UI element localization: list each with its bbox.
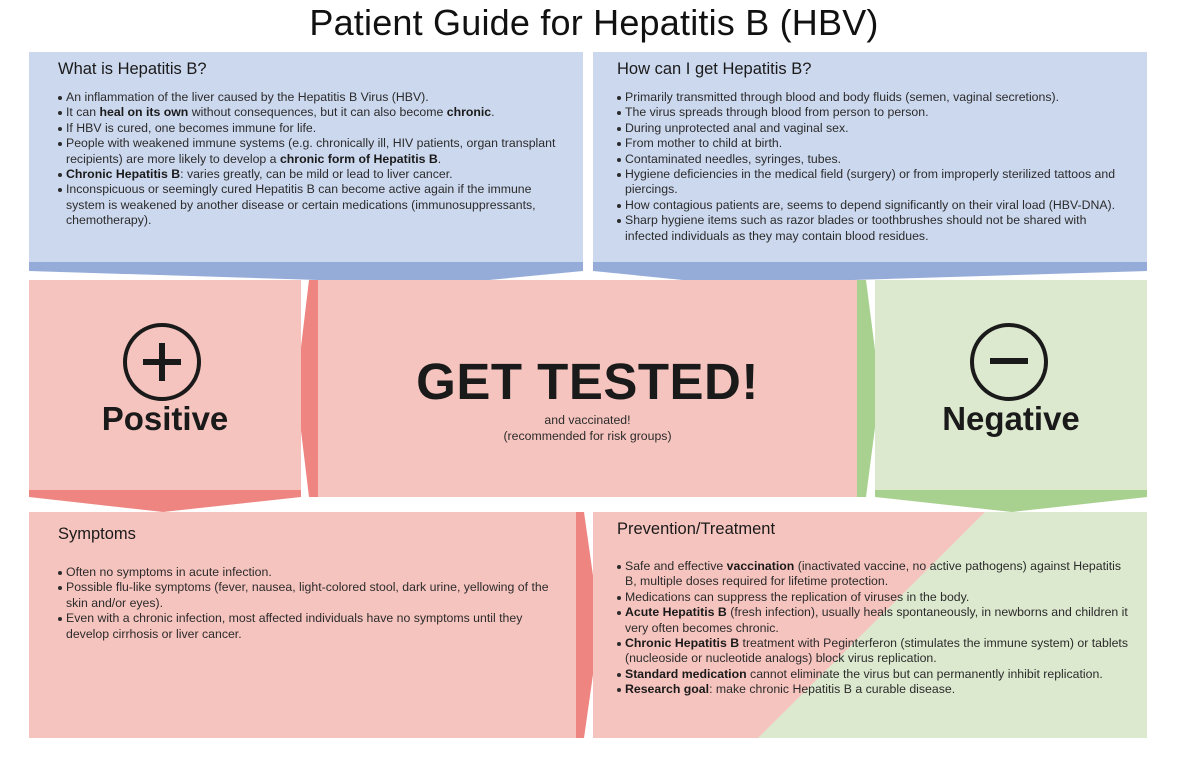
list-item	[58, 90, 563, 105]
text-run: Sharp hygiene items such as razor blades or toothbrushes should not be shared with infected individuals as they may contain blood residues.	[625, 213, 1087, 243]
minus-icon	[970, 323, 1048, 401]
text-run: It can	[66, 105, 100, 120]
text-run: .	[437, 151, 442, 166]
list-item	[617, 90, 1127, 105]
text-run: treatment with Peginterferon (stimulates the immune system) or tablets (nucleoside or nucleotide analogs) block virus replication.	[625, 636, 1128, 666]
bold-text: Chronic Hepatitis B	[66, 167, 181, 182]
list-item	[617, 667, 1132, 682]
list-item	[58, 167, 563, 182]
plus-icon	[123, 323, 201, 401]
bold-text: chronic form of Hepatitis B	[279, 151, 438, 166]
list-item	[617, 213, 1127, 244]
text-run: : varies greatly, can be mild or lead to liver cancer.	[180, 167, 453, 182]
list-item	[617, 167, 1127, 198]
what-is-list	[58, 90, 563, 229]
list-item	[58, 182, 563, 228]
list-item	[617, 152, 1127, 167]
negative-panel	[875, 280, 1147, 490]
prevention-heading: Prevention/Treatment	[617, 520, 776, 538]
text-run: During unprotected anal and vaginal sex.	[625, 120, 849, 135]
text-run: From mother to child at birth.	[625, 136, 783, 151]
get-tested-heading: GET TESTED!	[416, 353, 759, 410]
list-item	[58, 580, 558, 611]
text-run: An inflammation of the liver caused by the Hepatitis B Virus (HBV).	[66, 90, 429, 104]
positive-panel	[29, 280, 301, 490]
red-arrow-down	[29, 490, 301, 512]
green-arrow-down	[875, 490, 1147, 512]
list-item	[58, 565, 558, 580]
text-run: How contagious patients are, seems to depend significantly on their viral load (HBV-DNA).	[625, 197, 1116, 212]
positive-label: Positive	[101, 400, 229, 437]
list-item	[58, 121, 563, 136]
text-run: Hygiene deficiencies in the medical field (surgery) or from improperly sterilized tattoos and piercings.	[625, 167, 1116, 197]
list-item	[617, 136, 1127, 151]
prevention-panel	[593, 512, 1147, 738]
text-run: Safe and effective	[625, 559, 727, 573]
text-run: Even with a chronic infection, most affected individuals have no symptoms until they develop cirrhosis or liver cancer.	[66, 611, 523, 641]
risk-groups-line: (recommended for risk groups)	[503, 429, 672, 443]
list-item	[617, 636, 1132, 667]
list-item	[58, 105, 563, 120]
text-run: Often no symptoms in acute infection.	[66, 565, 272, 579]
page-title: Patient Guide for Hepatitis B (HBV)	[309, 2, 879, 43]
bold-text: vaccination	[726, 559, 795, 573]
text-run: Contaminated needles, syringes, tubes.	[625, 151, 842, 166]
text-run: If HBV is cured, one becomes immune for life.	[66, 120, 317, 135]
text-run: .	[491, 105, 495, 120]
text-run: Inconspicuous or seemingly cured Hepatitis B can become active again if the immune system is weakened by another disease or certain medications (immunosuppressants, chemotherapy).	[66, 182, 536, 228]
text-run: Primarily transmitted through blood and body fluids (semen, vaginal secretions).	[625, 90, 1060, 104]
text-run: without consequences, but it can also become	[188, 105, 447, 120]
symptoms-heading: Symptoms	[58, 525, 136, 543]
bold-text: Research goal	[625, 682, 710, 697]
list-item	[617, 121, 1127, 136]
text-run: People with weakened immune systems (e.g. chronically ill, HIV patients, organ transplant recipients) are more likely to develop a	[66, 136, 556, 166]
negative-label: Negative	[942, 400, 1080, 437]
list-item	[617, 682, 1132, 697]
bold-text: heal on its own	[99, 105, 189, 120]
text-run: The virus spreads through blood from person to person.	[625, 105, 929, 120]
list-item	[617, 605, 1132, 636]
bold-text: chronic	[446, 105, 492, 120]
what-is-heading: What is Hepatitis B?	[58, 60, 207, 78]
symptoms-list	[58, 565, 558, 642]
text-run: Possible flu-like symptoms (fever, nausea, light-colored stool, dark urine, yellowing of the skin and/or eyes).	[66, 580, 549, 610]
list-item	[617, 105, 1127, 120]
prevention-list	[617, 559, 1132, 698]
text-run: (fresh infection), usually heals spontaneously, in newborns and children it very often becomes chronic.	[625, 605, 1128, 635]
how-get-panel	[593, 52, 1147, 262]
symptoms-panel	[29, 512, 576, 738]
text-run: Medications can suppress the replication of viruses in the body.	[625, 589, 970, 604]
list-item	[58, 611, 558, 642]
bold-text: Acute Hepatitis B	[625, 605, 727, 620]
vaccinated-line: and vaccinated!	[544, 413, 631, 427]
bold-text: Standard medication	[625, 666, 747, 681]
how-get-heading: How can I get Hepatitis B?	[617, 60, 812, 78]
list-item	[617, 590, 1132, 605]
list-item	[617, 198, 1127, 213]
list-item	[58, 136, 563, 167]
text-run: : make chronic Hepatitis B a curable disease.	[709, 682, 956, 697]
text-run: (inactivated vaccine, no active pathogens) against Hepatitis B, multiple doses required for lifetime protection.	[625, 559, 1122, 589]
text-run: cannot eliminate the virus but can permanently inhibit replication.	[746, 666, 1103, 681]
get-tested-panel	[318, 280, 857, 497]
how-get-list	[617, 90, 1127, 244]
what-is-panel	[29, 52, 583, 262]
bold-text: Chronic Hepatitis B	[625, 636, 740, 651]
list-item	[617, 559, 1132, 590]
